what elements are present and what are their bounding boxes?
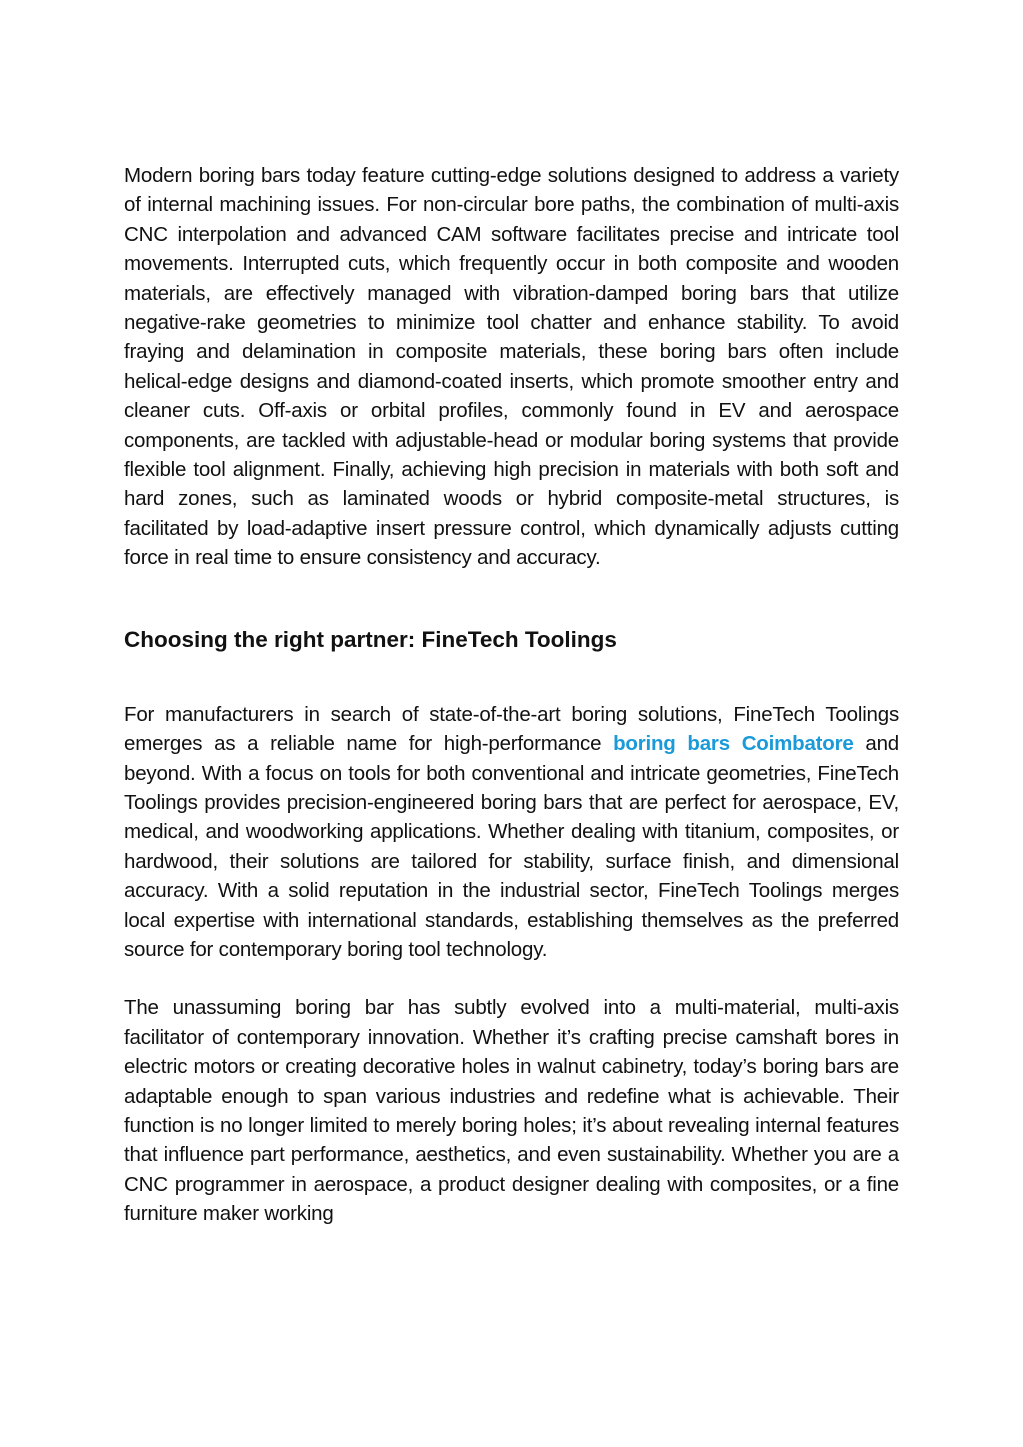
partner-paragraph-text-after: and beyond. With a focus on tools for both conventional and intricate geometries, FineTech Toolings provides precision-engineered boring bars that are perfect for aerospace, EV, medical, and woodworking applications. Whether dealing with titanium, composites, or hardwood, their solutions are tailored for stability, surface finish, and dimensional accuracy. With a solid reputation in the industrial sector, FineTech Toolings merges local expertise with international standards, establishing themselves as the preferred source for contemporary boring tool technology. <box>124 732 899 961</box>
intro-paragraph: Modern boring bars today feature cutting-edge solutions designed to address a variety of internal machining issues. For non-circular bore paths, the combination of multi-axis CNC interpolation and advanced CAM software facilitates precise and intricate tool movements. Interrupted cuts, which frequently occur in both composite and wooden materials, are effectively managed with vibration-damped boring bars that utilize negative-rake geometries to minimize tool chatter and enhance stability. To avoid fraying and delamination in composite materials, these boring bars often include helical-edge designs and diamond-coated inserts, which promote smoother entry and cleaner cuts. Off-axis or orbital profiles, commonly found in EV and aerospace components, are tackled with adjustable-head or modular boring systems that provide flexible tool alignment. Finally, achieving high precision in materials with both soft and hard zones, such as laminated woods or hybrid composite-metal structures, is facilitated by load-adaptive insert pressure control, which dynamically adjusts cutting force in real time to ensure consistency and accuracy. <box>124 164 899 570</box>
partner-paragraph-text-before: For manufacturers in search of state-of-the-art boring solutions, FineTech Toolings emerges as a reliable name for high-performance <box>124 702 899 756</box>
section-heading: Choosing the right partner: FineTech Toolings <box>124 626 617 652</box>
document-page <box>124 161 899 1229</box>
boring-bars-coimbatore-link[interactable]: boring bars Coimbatore <box>613 732 854 756</box>
partner-paragraph <box>124 700 899 965</box>
closing-paragraph: The unassuming boring bar has subtly evolved into a multi-material, multi-axis facilitator of contemporary innovation. Whether it’s crafting precise camshaft bores in electric motors or creating decorative holes in walnut cabinetry, today’s boring bars are adaptable enough to span various industries and redefine what is achievable. Their function is no longer limited to merely boring holes; it’s about revealing internal features that influence part performance, aesthetics, and even sustainability. Whether you are a CNC programmer in aerospace, a product designer dealing with composites, or a fine furniture maker working <box>124 996 899 1226</box>
